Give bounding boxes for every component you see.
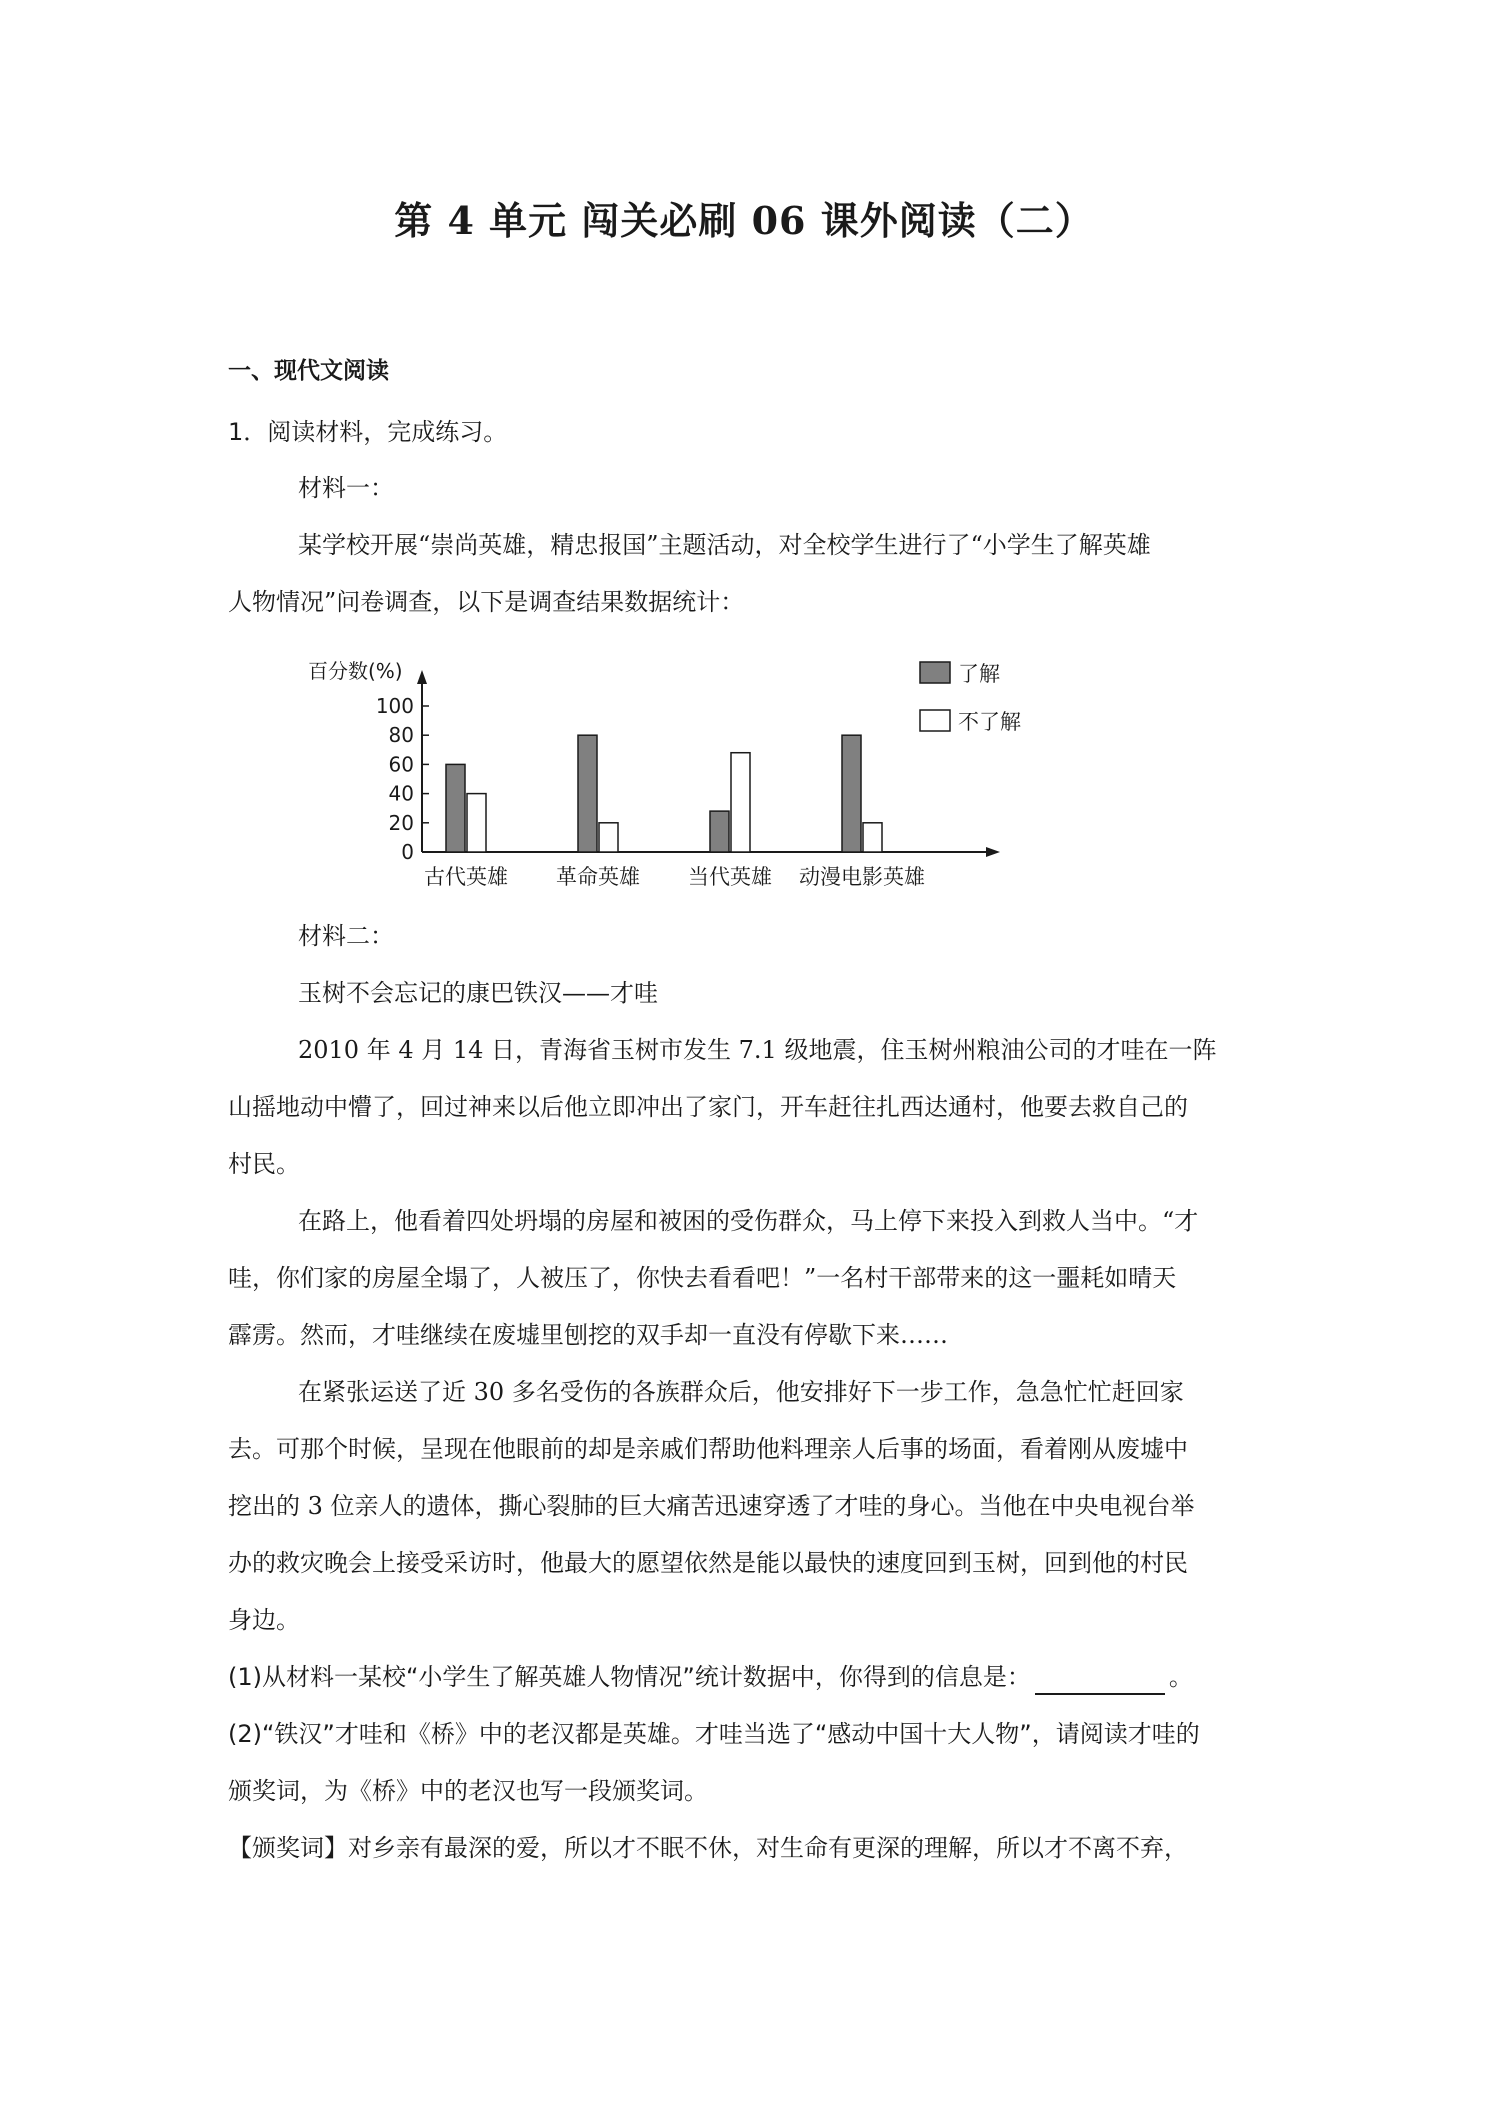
paragraph-line: 霹雳。然而，才哇继续在废墟里刨挖的双手却一直没有停歇下来…… [228,1321,948,1349]
bar-unknown-1 [599,823,618,852]
legend-label: 不了解 [958,710,1021,734]
hero-survey-bar-chart [300,648,1060,900]
paragraph-line: 2010 年 4 月 14 日，青海省玉树市发生 7.1 级地震，住玉树州粮油公司的才哇在一阵 [298,1036,1217,1064]
category-label: 当代英雄 [688,865,772,889]
material-one-paragraph-line: 人物情况”问卷调查，以下是调查结果数据统计： [228,588,745,616]
bar-known-2 [710,811,729,852]
material-two-label: 材料二： [298,922,394,950]
paragraph-line: 哇，你们家的房屋全塌了，人被压了，你快去看看吧！”一名村干部带来的这一噩耗如晴天 [228,1264,1177,1292]
material-one-paragraph-line: 某学校开展“崇尚英雄，精忠报国”主题活动，对全校学生进行了“小学生了解英雄 [298,531,1151,559]
paragraph-line: 村民。 [228,1150,300,1178]
category-label: 古代英雄 [424,865,508,889]
sub-question-1 [228,1659,1268,1695]
category-label: 动漫电影英雄 [799,865,925,889]
paragraph-line: 在路上，他看着四处坍塌的房屋和被困的受伤群众，马上停下来投入到救人当中。“才 [298,1207,1199,1235]
paragraph-line: 办的救灾晚会上接受采访时，他最大的愿望依然是能以最快的速度回到玉树，回到他的村民 [228,1549,1188,1577]
x-axis-arrow [986,847,1000,857]
material-one-label: 材料一： [298,474,394,502]
y-tick-label: 0 [401,840,414,864]
paragraph-line: 在紧张运送了近 30 多名受伤的各族群众后，他安排好下一步工作，急急忙忙赶回家 [298,1378,1184,1406]
question-intro: 1．阅读材料，完成练习。 [228,418,508,446]
legend-swatch-unknown [920,710,950,731]
bar-known-0 [446,764,465,852]
y-tick-label: 80 [388,723,414,748]
sub-question-2-line: (2)“铁汉”才哇和《桥》中的老汉都是英雄。才哇当选了“感动中国十大人物”，请阅读才哇的 [228,1720,1200,1748]
material-two-heading: 玉树不会忘记的康巴铁汉——才哇 [298,979,658,1007]
paragraph-line: 身边。 [228,1606,300,1634]
sub-question-1-text: (1)从材料一某校“小学生了解英雄人物情况”统计数据中，你得到的信息是： [228,1663,1031,1691]
y-tick-label: 100 [375,694,414,718]
paragraph-line: 山摇地动中懵了，回过神来以后他立即冲出了家门，开车赶往扎西达通村，他要去救自己的 [228,1093,1188,1121]
sub-question-2-line: 颁奖词，为《桥》中的老汉也写一段颁奖词。 [228,1777,708,1805]
legend-swatch-known [920,662,950,683]
y-axis-label: 百分数(%) [308,659,403,683]
section-heading: 一、现代文阅读 [228,358,389,384]
award-speech-line: 【颁奖词】对乡亲有最深的爱，所以才不眠不休，对生命有更深的理解，所以才不离不弃， [228,1834,1188,1862]
page-title: 第 4 单元 闯关必刷 06 课外阅读（二） [394,198,1094,243]
sub-question-1-end: 。 [1168,1663,1193,1691]
category-label: 革命英雄 [556,865,640,889]
bar-unknown-3 [863,823,882,852]
bar-unknown-0 [467,794,486,852]
paragraph-line: 去。可那个时候，呈现在他眼前的却是亲戚们帮助他料理亲人后事的场面，看着刚从废墟中 [228,1435,1188,1463]
answer-blank[interactable] [1035,1669,1165,1695]
y-tick-label: 20 [388,810,414,835]
legend-label: 了解 [958,662,1000,686]
paragraph-line: 挖出的 3 位亲人的遗体，撕心裂肺的巨大痛苦迅速穿透了才哇的身心。当他在中央电视台举 [228,1492,1195,1520]
bar-known-1 [578,735,597,852]
y-tick-label: 40 [388,781,414,806]
bar-unknown-2 [731,753,750,852]
y-tick-label: 60 [388,752,414,777]
y-axis-arrow [417,670,427,684]
bar-known-3 [842,735,861,852]
